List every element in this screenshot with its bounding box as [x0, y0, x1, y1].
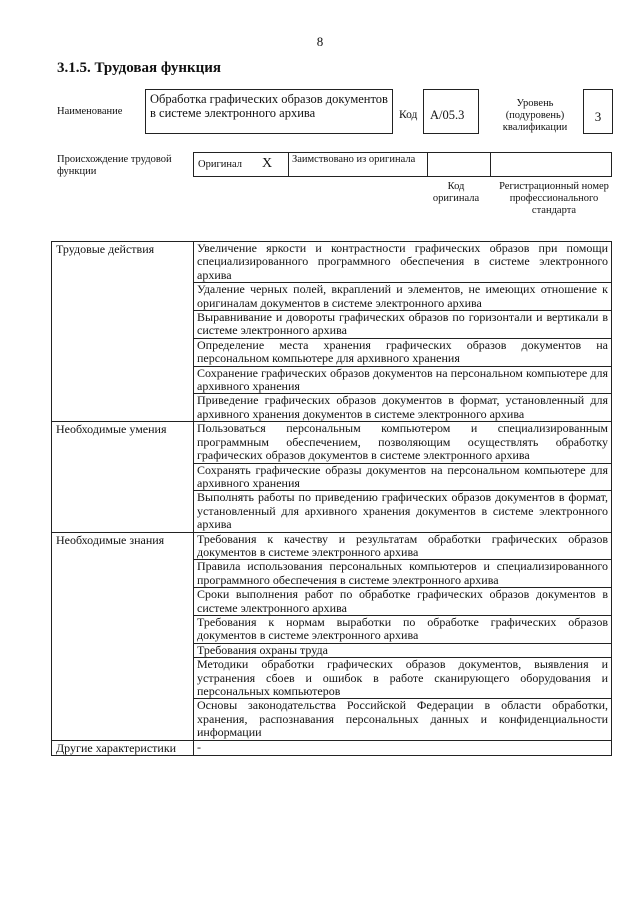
labor-action-item: Сохранение графических образов документов на персональном компьютере для архивного хранения: [194, 366, 612, 394]
other-characteristics-value: -: [194, 740, 612, 755]
labor-action-item: Увеличение яркости и контрастности графических образов при помощи специализированного программного обеспечения в системе электронного архива: [194, 242, 612, 283]
function-name-value: Обработка графических образов документов в системе электронного архива: [145, 89, 393, 134]
labor-action-item: Удаление черных полей, вкраплений и элементов, не имеющих отношение к оригиналам документов в системе электронного архива: [194, 283, 612, 311]
qualification-level-value: 3: [583, 89, 613, 134]
skill-item: Пользоваться персональным компьютером и специализированным программным обеспечением, позволяющим осуществлять обработку графических образов документов в системе электронного архива: [194, 422, 612, 463]
labor-actions-label: Трудовые действия: [52, 242, 194, 422]
knowledge-item: Требования к качеству и результатам обработки графических образов документов в системе электронного архива: [194, 532, 612, 560]
table-row: [52, 242, 612, 283]
knowledge-item: Сроки выполнения работ по обработке графических образов документов в системе электронного архива: [194, 588, 612, 616]
labor-action-item: Выравнивание и довороты графических образов по горизонтали и вертикали в системе электронного архива: [194, 311, 612, 339]
name-label: Наименование: [57, 106, 123, 117]
code-caption: Код оригинала: [432, 181, 480, 204]
table-row: [52, 422, 612, 463]
table-row: [52, 740, 612, 755]
knowledge-item: Требования к нормам выработки по обработке графических образов документов в системе электронного архива: [194, 615, 612, 643]
qualification-level-label: Уровень (подуровень) квалификации: [502, 98, 568, 133]
section-title: 3.1.5. Трудовая функция: [57, 60, 222, 76]
origin-borrowed-cell: [289, 153, 428, 176]
origin-code-cell: [428, 153, 491, 176]
borrowed-label: Заимствовано из оригинала: [292, 154, 416, 165]
skills-label: Необходимые умения: [52, 422, 194, 532]
skill-item: Сохранять графические образы документов на персональном компьютере для архивного хранения: [194, 463, 612, 491]
knowledge-item: Основы законодательства Российской Федерации в области обработки, хранения, распознавания персональных данных и конфиденциальности информации: [194, 699, 612, 740]
code-value: А/05.3: [423, 89, 479, 134]
labor-action-item: Определение места хранения графических образов документов на персональном компьютере для архивного хранения: [194, 338, 612, 366]
labor-action-item: Приведение графических образов документов в формат, установленный для архивного хранения документов в системе электронного архива: [194, 394, 612, 422]
function-table: [51, 241, 612, 756]
table-row: [52, 532, 612, 560]
original-mark: X: [262, 156, 273, 171]
origin-original-cell: [194, 153, 289, 176]
page-number: 8: [316, 34, 324, 49]
knowledge-item: Правила использования персональных компьютеров и специализированного программного обеспечения в системе электронного архива: [194, 560, 612, 588]
code-label: Код: [399, 109, 418, 121]
origin-row: [193, 152, 612, 177]
origin-label: Происхождение трудовой функции: [57, 154, 172, 177]
knowledge-item: Методики обработки графических образов документов, выявления и устранения сбоев и ошибок в работе сканирующего оборудования и персональных компьютеров: [194, 658, 612, 699]
knowledge-label: Необходимые знания: [52, 532, 194, 740]
other-characteristics-label: Другие характеристики: [52, 740, 194, 755]
reg-number-caption: Регистрационный номер профессионального стандарта: [499, 181, 609, 216]
skill-item: Выполнять работы по приведению графических образов документов в формат, установленный для архивного хранения документов в системе электронного архива: [194, 491, 612, 532]
knowledge-item: Требования охраны труда: [194, 643, 612, 657]
original-label: Оригинал: [198, 159, 242, 170]
